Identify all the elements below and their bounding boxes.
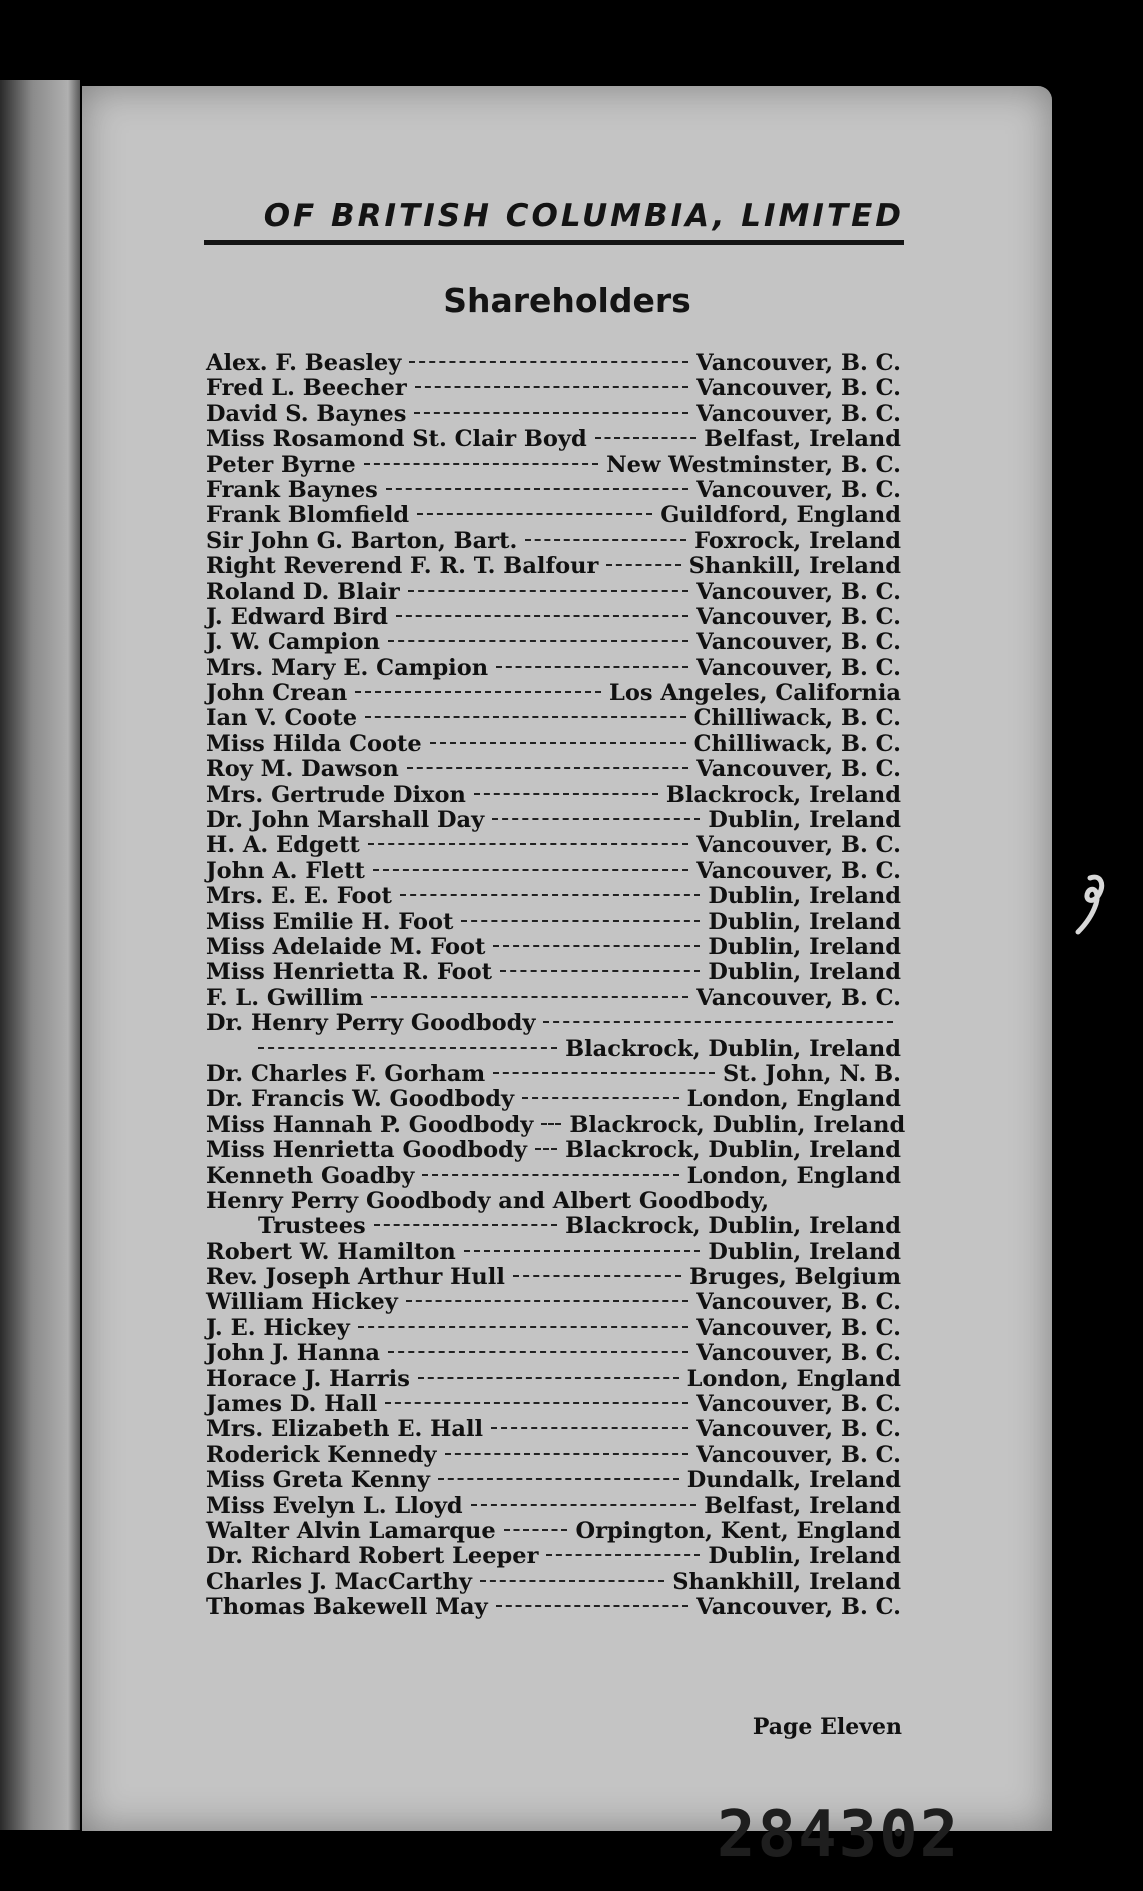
shareholder-location: Dublin, Ireland xyxy=(708,1238,901,1265)
shareholder-name: F. L. Gwillim xyxy=(206,984,364,1011)
list-item xyxy=(206,986,901,1011)
shareholder-name: Miss Evelyn L. Lloyd xyxy=(206,1492,463,1519)
handwritten-mark xyxy=(1070,870,1110,940)
dot-leader xyxy=(358,1326,688,1328)
list-item xyxy=(206,910,901,935)
list-item xyxy=(206,1214,901,1239)
shareholder-location: Chilliwack, B. C. xyxy=(693,705,901,732)
list-item xyxy=(206,376,901,401)
list-item xyxy=(206,630,901,655)
shareholder-location: New Westminster, B. C. xyxy=(606,451,901,478)
list-item xyxy=(206,503,901,528)
shareholder-location: Shankhill, Ireland xyxy=(672,1568,901,1595)
dot-leader xyxy=(493,1072,715,1074)
dot-leader xyxy=(525,539,686,541)
shareholder-location: Vancouver, B. C. xyxy=(696,857,901,884)
shareholder-location: Dublin, Ireland xyxy=(708,807,901,834)
list-item xyxy=(206,1392,901,1417)
dot-leader xyxy=(541,1123,561,1125)
dot-leader xyxy=(496,1605,689,1607)
shareholder-name: Mrs. Gertrude Dixon xyxy=(206,781,466,808)
shareholder-name: Miss Henrietta Goodbody xyxy=(206,1137,527,1164)
shareholder-name: William Hickey xyxy=(206,1289,398,1316)
shareholder-location: Dublin, Ireland xyxy=(708,933,901,960)
shareholder-location: Belfast, Ireland xyxy=(704,1492,901,1519)
list-item xyxy=(206,1494,901,1519)
archive-stamp-number: 284302 xyxy=(717,1798,961,1872)
shareholder-location: Guildford, England xyxy=(660,502,901,529)
shareholder-name: Sir John G. Barton, Bart. xyxy=(206,527,518,554)
shareholder-name: Frank Baynes xyxy=(206,476,378,503)
dot-leader xyxy=(417,513,652,515)
shareholder-name: John Crean xyxy=(206,680,348,707)
dot-leader xyxy=(414,412,688,414)
list-item xyxy=(206,427,901,452)
shareholder-location: Vancouver, B. C. xyxy=(696,756,901,783)
document-page xyxy=(82,86,1052,1872)
dot-leader xyxy=(543,1021,893,1023)
shareholder-location: Vancouver, B. C. xyxy=(696,350,901,376)
dot-leader xyxy=(496,666,688,668)
dot-leader xyxy=(415,386,689,388)
dot-leader xyxy=(491,1427,688,1429)
shareholder-name: Miss Adelaide M. Foot xyxy=(206,933,486,960)
dot-leader xyxy=(418,1377,679,1379)
shareholder-location: Vancouver, B. C. xyxy=(696,400,901,427)
shareholder-name: Miss Emilie H. Foot xyxy=(206,908,454,935)
shareholder-location: London, England xyxy=(686,1162,901,1189)
shareholder-location: Orpington, Kent, England xyxy=(575,1517,901,1544)
dot-leader xyxy=(386,488,688,490)
list-item xyxy=(206,453,901,478)
list-item xyxy=(206,478,901,503)
shareholder-name: Robert W. Hamilton xyxy=(206,1238,456,1265)
shareholder-location: Shankill, Ireland xyxy=(688,553,901,580)
shareholder-name: Roy M. Dawson xyxy=(206,756,399,783)
dot-leader xyxy=(407,767,689,769)
list-item xyxy=(206,732,901,757)
shareholder-name: John A. Flett xyxy=(206,857,365,884)
list-item xyxy=(206,402,901,427)
list-item xyxy=(206,1417,901,1442)
dot-leader xyxy=(371,996,688,998)
dot-leader xyxy=(430,742,686,744)
shareholder-name: Trustees xyxy=(258,1213,366,1240)
dot-leader xyxy=(471,1504,697,1506)
dot-leader xyxy=(595,437,696,439)
shareholder-name: Mrs. E. E. Foot xyxy=(206,883,392,910)
dot-leader xyxy=(492,818,700,820)
list-item xyxy=(206,1570,901,1595)
shareholder-location: Blackrock, Dublin, Ireland xyxy=(565,1213,901,1240)
dot-leader xyxy=(355,691,601,693)
shareholder-name: David S. Baynes xyxy=(206,400,407,427)
list-item xyxy=(206,554,901,579)
list-item xyxy=(206,529,901,554)
list-item xyxy=(206,833,901,858)
shareholder-location: Vancouver, B. C. xyxy=(696,654,901,681)
shareholder-name: Right Reverend F. R. T. Balfour xyxy=(206,553,599,580)
shareholder-name: Miss Greta Kenny xyxy=(206,1467,430,1494)
list-item xyxy=(206,1341,901,1366)
shareholder-name: Roderick Kennedy xyxy=(206,1441,437,1468)
shareholder-name: Thomas Bakewell May xyxy=(206,1594,488,1621)
section-title: Shareholders xyxy=(443,281,691,320)
shareholder-name: Miss Henrietta R. Foot xyxy=(206,959,492,986)
list-item xyxy=(206,1443,901,1468)
list-item xyxy=(206,783,901,808)
list-item xyxy=(206,808,901,833)
dot-leader xyxy=(368,843,689,845)
shareholder-name: Dr. Richard Robert Leeper xyxy=(206,1543,539,1570)
shareholder-name: Fred L. Beecher xyxy=(206,375,407,402)
dot-leader xyxy=(388,640,688,642)
shareholder-location: St. John, N. B. xyxy=(723,1060,901,1087)
dot-leader xyxy=(396,615,688,617)
dot-leader xyxy=(464,1250,701,1252)
shareholder-name: J. E. Hickey xyxy=(206,1314,350,1341)
shareholder-name: Miss Hilda Coote xyxy=(206,730,422,757)
shareholder-name: Dr. Henry Perry Goodbody xyxy=(206,1010,536,1037)
dot-leader xyxy=(480,1580,664,1582)
shareholder-name: Roland D. Blair xyxy=(206,578,400,605)
dot-leader xyxy=(365,716,685,718)
shareholder-name: Mrs. Elizabeth E. Hall xyxy=(206,1416,484,1443)
shareholder-location: Vancouver, B. C. xyxy=(696,603,901,630)
dot-leader xyxy=(493,945,700,947)
shareholder-location: Blackrock, Dublin, Ireland xyxy=(565,1035,901,1062)
list-item xyxy=(206,1111,906,1138)
shareholder-location: Dublin, Ireland xyxy=(708,959,901,986)
dot-leader xyxy=(438,1478,679,1480)
shareholder-name: J. Edward Bird xyxy=(206,603,388,630)
shareholder-name: Dr. Charles F. Gorham xyxy=(206,1060,486,1087)
list-item xyxy=(206,1011,901,1036)
dot-leader xyxy=(546,1554,700,1556)
list-item xyxy=(206,706,901,731)
shareholder-name: Alex. F. Beasley xyxy=(206,350,402,376)
shareholder-location: Vancouver, B. C. xyxy=(696,1416,901,1443)
dot-leader xyxy=(400,894,700,896)
shareholder-location: Dublin, Ireland xyxy=(708,1543,901,1570)
shareholder-name: Henry Perry Goodbody and Albert Goodbody, xyxy=(206,1187,770,1214)
list-item xyxy=(206,859,901,884)
shareholder-location: Vancouver, B. C. xyxy=(696,1391,901,1418)
list-item xyxy=(206,1595,901,1620)
dot-leader xyxy=(385,1402,688,1404)
shareholder-name: Walter Alvin Lamarque xyxy=(206,1517,496,1544)
shareholder-location: Dublin, Ireland xyxy=(708,908,901,935)
shareholder-location: Belfast, Ireland xyxy=(704,426,901,453)
list-item xyxy=(206,1367,901,1392)
dot-leader xyxy=(535,1148,557,1150)
shareholder-location: Vancouver, B. C. xyxy=(696,984,901,1011)
list-item xyxy=(206,351,901,376)
shareholder-name: James D. Hall xyxy=(206,1391,378,1418)
dot-leader xyxy=(504,1529,568,1531)
dot-leader xyxy=(461,920,700,922)
list-item xyxy=(206,1037,901,1062)
list-item xyxy=(206,1265,901,1290)
shareholder-location: Vancouver, B. C. xyxy=(696,629,901,656)
list-item xyxy=(206,1240,901,1265)
shareholder-location: London, England xyxy=(686,1086,901,1113)
list-item xyxy=(206,935,901,960)
dot-leader xyxy=(373,869,688,871)
list-item xyxy=(206,1290,901,1315)
shareholder-name: Miss Rosamond St. Clair Boyd xyxy=(206,426,587,453)
shareholder-name: J. W. Campion xyxy=(206,629,380,656)
list-item xyxy=(206,1468,901,1493)
shareholder-location: Vancouver, B. C. xyxy=(696,578,901,605)
list-item xyxy=(206,1164,901,1189)
shareholder-location: Vancouver, B. C. xyxy=(696,476,901,503)
list-item xyxy=(206,681,901,706)
dot-leader xyxy=(364,463,598,465)
dot-leader xyxy=(474,793,658,795)
list-item xyxy=(206,757,901,782)
shareholder-location: Blackrock, Ireland xyxy=(665,781,901,808)
dot-leader xyxy=(406,1300,689,1302)
shareholder-location: Vancouver, B. C. xyxy=(696,1289,901,1316)
list-item xyxy=(206,605,901,630)
dot-leader xyxy=(408,590,689,592)
list-item xyxy=(206,1138,901,1163)
dot-leader xyxy=(388,1351,688,1353)
list-item xyxy=(206,1544,901,1569)
shareholder-name: John J. Hanna xyxy=(206,1340,380,1367)
dot-leader xyxy=(606,564,680,566)
dot-leader xyxy=(409,361,688,363)
shareholder-name: Rev. Joseph Arthur Hull xyxy=(206,1264,505,1291)
shareholder-location: Blackrock, Dublin, Ireland xyxy=(569,1111,906,1138)
running-header: OF BRITISH COLUMBIA, LIMITED xyxy=(204,198,904,245)
page-number: Page Eleven xyxy=(752,1714,902,1740)
list-item xyxy=(206,1316,901,1341)
dot-leader xyxy=(374,1224,557,1226)
shareholder-location: Vancouver, B. C. xyxy=(696,375,901,402)
shareholder-location: Vancouver, B. C. xyxy=(696,1314,901,1341)
shareholder-location: London, England xyxy=(686,1365,901,1392)
shareholder-name: Ian V. Coote xyxy=(206,705,358,732)
shareholder-location: Vancouver, B. C. xyxy=(696,832,901,859)
dot-leader xyxy=(258,1047,557,1049)
shareholder-location: Bruges, Belgium xyxy=(689,1264,901,1291)
shareholder-location: Los Angeles, California xyxy=(609,680,901,707)
shareholder-name: Frank Blomfield xyxy=(206,502,410,529)
shareholder-name: Peter Byrne xyxy=(206,451,356,478)
shareholder-location: Blackrock, Dublin, Ireland xyxy=(565,1137,901,1164)
list-item xyxy=(206,1519,901,1544)
shareholder-location: Vancouver, B. C. xyxy=(696,1441,901,1468)
list-item xyxy=(206,580,901,605)
adjacent-page-edge xyxy=(0,80,80,1830)
dot-leader xyxy=(522,1097,679,1099)
list-item xyxy=(206,960,901,985)
shareholder-location: Chilliwack, B. C. xyxy=(693,730,901,757)
shareholder-location: Dublin, Ireland xyxy=(708,883,901,910)
shareholder-list xyxy=(206,350,906,1621)
shareholder-location: Vancouver, B. C. xyxy=(696,1340,901,1367)
dot-leader xyxy=(513,1275,681,1277)
shareholder-name: Dr. John Marshall Day xyxy=(206,807,485,834)
shareholder-location: Dundalk, Ireland xyxy=(686,1467,901,1494)
dot-leader xyxy=(445,1453,689,1455)
shareholder-name: Mrs. Mary E. Campion xyxy=(206,654,489,681)
shareholder-name: Miss Hannah P. Goodbody xyxy=(206,1111,534,1138)
shareholder-name: Horace J. Harris xyxy=(206,1365,410,1392)
shareholder-location: Foxrock, Ireland xyxy=(694,527,901,554)
shareholder-name: Dr. Francis W. Goodbody xyxy=(206,1086,515,1113)
dot-leader xyxy=(500,970,700,972)
list-item xyxy=(206,884,901,909)
shareholder-name: Kenneth Goadby xyxy=(206,1162,415,1189)
list-item xyxy=(206,656,901,681)
list-item xyxy=(206,1062,901,1087)
dot-leader xyxy=(422,1174,678,1176)
shareholder-location: Vancouver, B. C. xyxy=(696,1594,901,1621)
shareholder-name: Charles J. MacCarthy xyxy=(206,1568,472,1595)
shareholder-name: H. A. Edgett xyxy=(206,832,360,859)
list-item xyxy=(206,1189,901,1214)
list-item xyxy=(206,1087,901,1112)
